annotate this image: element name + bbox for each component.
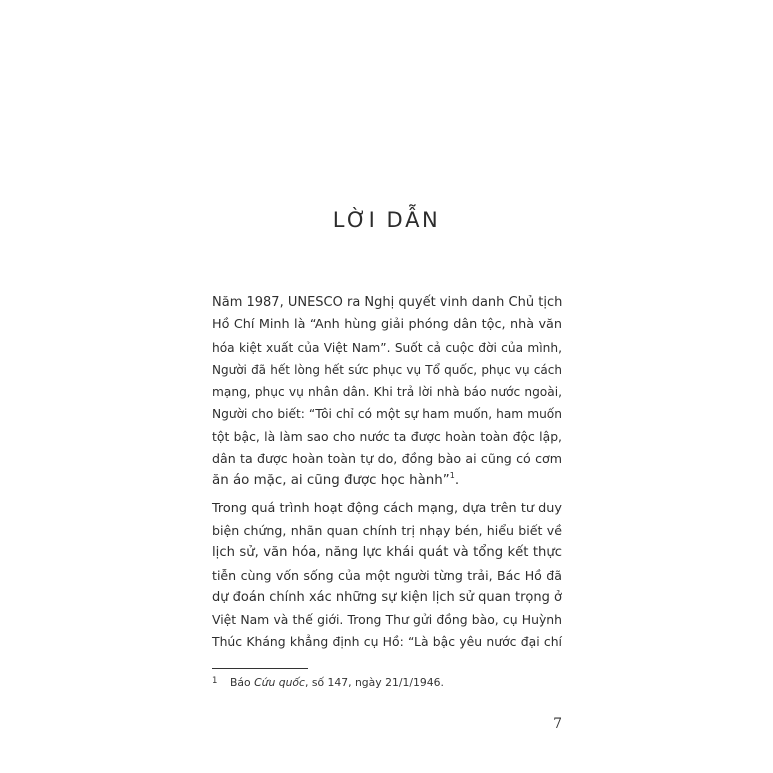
text-line: tiễn cùng vốn sống của một người từng trải, Bác Hồ đã [212,567,562,583]
text-line: Người cho biết: “Tôi chỉ có một sự ham muốn, ham muốn [212,407,562,422]
text-line: dự đoán chính xác những sự kiện lịch sử quan trọng ở [212,589,562,605]
page-title: LỜI DẪN [332,208,441,232]
footnote-suffix: , số 147, ngày 21/1/1946. [304,676,444,689]
text-line: hóa kiệt xuất của Việt Nam”. Suốt cả cuộc đời của mình, [212,340,562,355]
body-text [212,292,562,654]
text-line-last [212,470,562,492]
footnote [212,676,444,689]
page-number: 7 [553,716,562,732]
text-line: Việt Nam và thế giới. Trong Thư gửi đồng bào, cụ Huỳnh [212,612,562,628]
end-punctuation: . [454,473,460,489]
text-line-content: ăn áo mặc, ai cũng được học hành” [212,473,450,489]
text-line: biện chứng, nhãn quan chính trị nhạy bén, hiểu biết về [212,522,562,538]
footnote-divider [212,668,308,669]
text-line: lịch sử, văn hóa, năng lực khái quát và tổng kết thực [212,545,562,561]
text-line: Người đã hết lòng hết sức phục vụ Tổ quốc, phục vụ cách [212,362,562,377]
footnote-source: Cứu quốc [254,676,305,689]
text-line: Thúc Kháng khẳng định cụ Hồ: “Là bậc yêu nước đại chí [212,634,562,650]
text-line: mạng, phục vụ nhân dân. Khi trả lời nhà báo nước ngoài, [212,385,562,400]
text-line: Năm 1987, UNESCO ra Nghị quyết vinh danh Chủ tịch [212,295,563,310]
paragraph-1 [212,292,562,493]
footnote-reference[interactable]: 1 [449,471,455,481]
text-line: Trong quá trình hoạt động cách mạng, dựa trên tư duy [212,500,562,516]
footnote-prefix: Báo [230,676,255,689]
text-line: tột bậc, là làm sao cho nước ta được hoàn toàn độc lập, [212,428,562,444]
footnote-mark: 1 [212,676,218,686]
text-line: dân ta được hoàn toàn tự do, đồng bào ai cũng có cơm [212,451,562,467]
text-line: Hồ Chí Minh là “Anh hùng giải phóng dân tộc, nhà văn [212,317,562,333]
paragraph-2 [212,498,562,654]
